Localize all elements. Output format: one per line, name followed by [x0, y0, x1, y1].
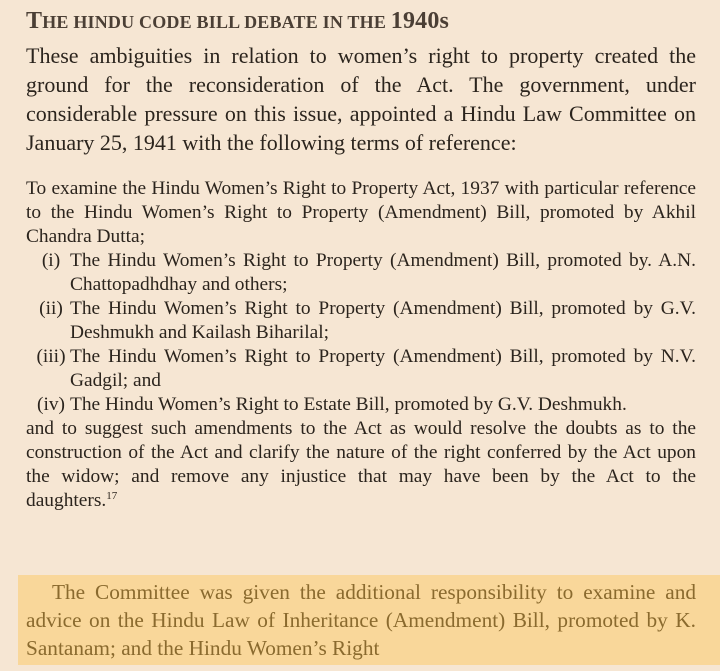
- section-heading: [26, 6, 696, 37]
- list-item-text: The Hindu Women’s Right to Property (Amendment) Bill, promoted by G.V. Deshmukh and Kailash Biharilal;: [70, 298, 696, 343]
- intro-paragraph: These ambiguities in relation to women’s right to property created the ground for the reconsideration of the Act. The government, under considerable pressure on this issue, appointed a Hindu Law Committee on January 25, 1941 with the following terms of reference:: [26, 43, 696, 155]
- list-item-number: (i): [41, 250, 61, 271]
- heading-text: HE HINDU CODE BILL DEBATE IN THE: [42, 12, 391, 32]
- terms-closing: [26, 417, 696, 513]
- heading-initial: T: [26, 8, 43, 34]
- terms-list-item: [26, 297, 696, 345]
- list-item-text: The Hindu Women’s Right to Property (Amendment) Bill, promoted by N.V. Gadgil; and: [70, 346, 696, 391]
- list-item-number: (iv): [37, 394, 65, 415]
- list-item-number: (iii): [36, 346, 66, 367]
- terms-list-item: [26, 249, 696, 297]
- terms-of-reference-lead: To examine the Hindu Women’s Right to Property Act, 1937 with particular reference to the Hindu Women’s Right to Property (Amendment) Bill, promoted by Akhil Chandra Dutta;: [26, 178, 696, 247]
- heading-year: 1940s: [390, 8, 450, 34]
- list-item-number: (ii): [39, 298, 63, 319]
- terms-list-item: [26, 345, 696, 393]
- terms-list: [26, 249, 696, 417]
- terms-closing-text: and to suggest such amendments to the Act as would resolve the doubts as to the construction of the Act and clarify the nature of the right conferred by the Act upon the widow; and remove any injustice that may have been by the Act to the daughters.: [26, 418, 696, 511]
- terms-list-item: [26, 393, 696, 417]
- list-item-text: The Hindu Women’s Right to Estate Bill, promoted by G.V. Deshmukh.: [70, 394, 627, 415]
- list-item-text: The Hindu Women’s Right to Property (Amendment) Bill, promoted by. A.N. Chattopadhdhay and others;: [70, 250, 696, 295]
- footnote-marker[interactable]: 17: [106, 490, 118, 502]
- highlighted-paragraph[interactable]: The Committee was given the additional responsibility to examine and advice on the Hindu Law of Inheritance (Amendment) Bill, promoted by K. Santanam; and the Hindu Women’s Right: [26, 580, 696, 660]
